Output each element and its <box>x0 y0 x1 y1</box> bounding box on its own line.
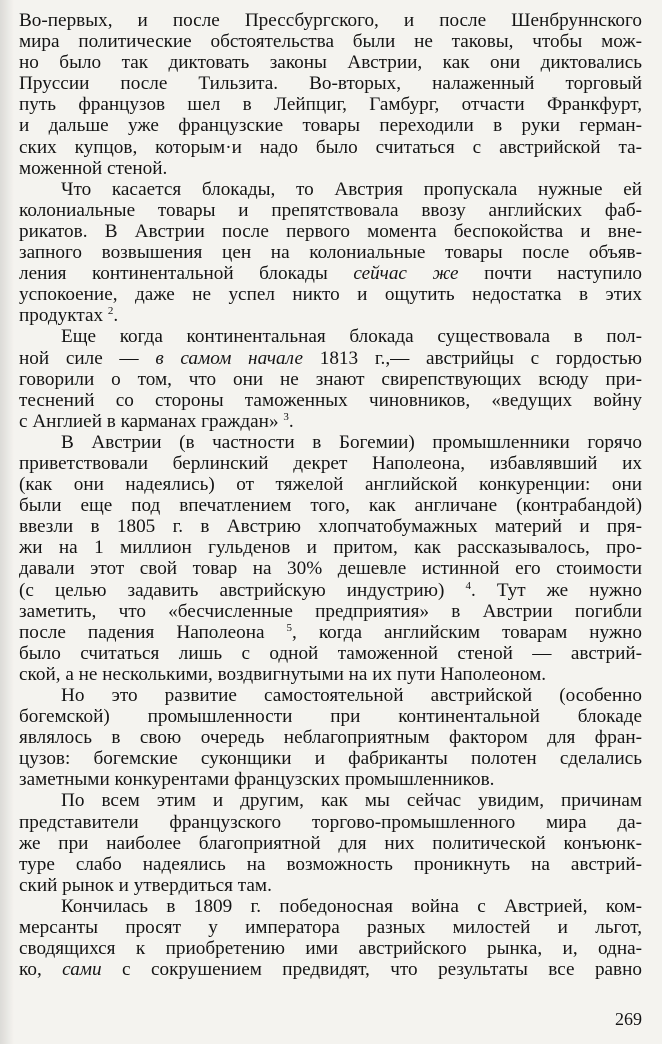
text-line: ввезли в 1805 г. в Австрию хлопчатобумажных материй и пря- <box>19 516 642 538</box>
text-line: богемской) промышленности при континентальной блокаде <box>19 706 642 728</box>
text-line: путь французов шел в Лейпциг, Гамбург, отчасти Франкфурт, <box>19 94 642 116</box>
text-line: ко, сами с сокрушением предвидят, что результаты все равно <box>19 959 642 981</box>
text-line: ских купцов, которым·и надо было считаться с австрийской та- <box>19 136 642 158</box>
text-line: были еще под впечатлением того, как англичане (контрабандой) <box>19 495 642 517</box>
text-line: рикатов. В Австрии после первого момента беспокойства и вне- <box>19 220 642 242</box>
text-line: было считаться лишь с одной таможенной стеной — австрий- <box>19 642 642 664</box>
text-line: Кончилась в 1809 г. победоносная война с Австрией, ком- <box>61 895 642 917</box>
text-line: но было так диктовать законы Австрии, как они диктовались <box>19 52 642 74</box>
text-line: В Австрии (в частности в Богемии) промышленники горячо <box>61 431 642 453</box>
text-line: сводящихся к приобретению ими австрийского рынка, и, одна- <box>19 938 642 960</box>
text-line: являлось в свою очередь неблагоприятным фактором для фран- <box>19 727 642 749</box>
text-line: приветствовали берлинский декрет Наполеона, избавлявший их <box>19 452 642 474</box>
text-line: после падения Наполеона $^5$, когда английским товарам нужно <box>19 621 643 643</box>
text-line: цузов: богемские суконщики и фабриканты полотен сделались <box>19 748 642 770</box>
text-line: (с целью задавить австрийскую индустрию) $^4$. Тут же нужно <box>19 579 642 601</box>
italic-text: сами <box>62 959 102 981</box>
text-line: мира политические обстоятельства были не таковы, чтобы мож- <box>19 31 642 53</box>
text-line: заметить, что «бесчисленные предприятия» в Австрии погибли <box>19 600 642 622</box>
page-number: 269 <box>615 1009 642 1029</box>
footnote-ref: 5 <box>286 621 293 634</box>
text-line: заметными конкурентами французских промышленников. <box>19 769 495 791</box>
text-line: моженной стеной. <box>19 157 168 179</box>
text-line: ский рынок и утвердиться там. <box>19 874 272 896</box>
text-line: колониальные товары и препятствовала ввозу английских фаб- <box>19 199 642 221</box>
text-line: давали этот свой товар на 30% дешевле истинной его стоимости <box>19 558 642 580</box>
text-line: представители французского торгово-промышленного мира да- <box>19 811 642 833</box>
text-line: успокоение, даже не успел никто и ощутить недостатка в этих <box>19 284 642 306</box>
text-line: ной силе — в самом начале 1813 г.,— австрийцы с гордостью <box>19 347 642 369</box>
text-line: и дальше уже французские товары переходили в руки герман- <box>19 115 642 137</box>
text-line: запного возвышения цен на колониальные товары после объяв- <box>19 242 642 264</box>
italic-text: в самом начале <box>155 347 304 369</box>
text-line: По всем этим и другим, как мы сейчас увидим, причинам <box>61 790 642 812</box>
text-line: продуктах $^2$. <box>19 305 119 327</box>
text-line: Но это развитие самостоятельной австрийской (особенно <box>61 685 642 706</box>
text-line: (как они надеялись) от тяжелой английской конкуренции: они <box>19 474 642 496</box>
text-line: мерсанты просят у императора разных милостей и льгот, <box>19 917 642 939</box>
footnote-ref: 3 <box>283 410 289 423</box>
footnote-ref: 2 <box>107 305 114 318</box>
text-line: Еще когда континентальная блокада существовала в пол- <box>61 326 642 348</box>
text-line: туре слабо надеялись на возможность проникнуть на австрий- <box>19 853 642 875</box>
text-line: Во-первых, и после Прессбургского, и после Шенбруннского <box>19 10 642 31</box>
text-line: Что касается блокады, то Австрия пропускала нужные ей <box>61 178 642 200</box>
page-edge-shadow <box>0 0 14 1044</box>
text-line: говорили о том, что они не знают свирепствующих всюду при- <box>19 368 642 390</box>
text-line: ления континентальной блокады сейчас же почти наступило <box>19 263 642 285</box>
italic-text: сейчас же <box>353 263 459 285</box>
text-line: Пруссии после Тильзита. Во-вторых, налаженный торговый <box>19 73 642 95</box>
text-line: же при наиболее благоприятной для них политической конъюнк- <box>19 832 642 854</box>
text-line: жи на 1 миллион гульденов и притом, как рассказывалось, про- <box>19 537 642 559</box>
text-line: ской, а не несколькими, воздвигнутыми на их пути Наполеоном. <box>19 663 547 685</box>
text-line: с Англией в карманах граждан» $^3$. <box>19 410 294 432</box>
page-body <box>19 10 642 980</box>
text-line: теснений со стороны таможенных чиновников, «ведущих войну <box>19 389 642 411</box>
footnote-ref: 4 <box>465 579 471 592</box>
